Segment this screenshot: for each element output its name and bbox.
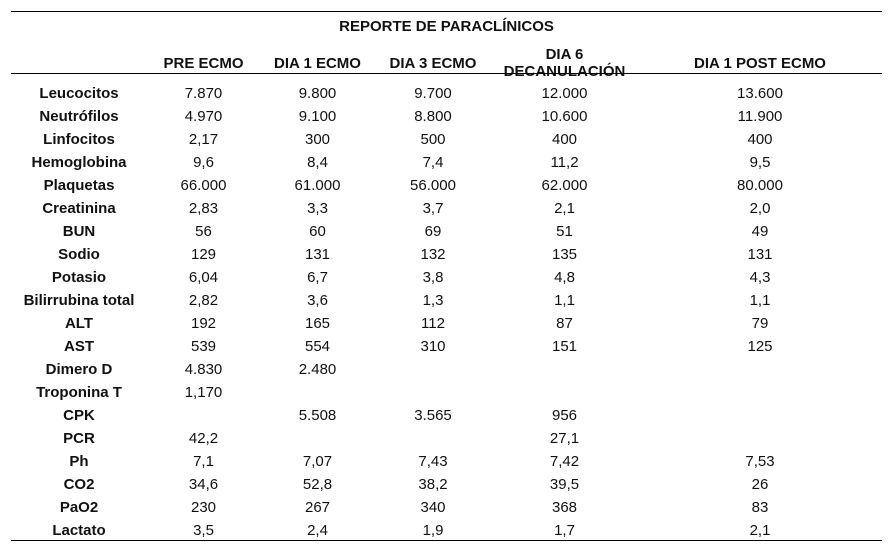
row-label: BUN: [62, 223, 96, 240]
header-cell-dia3-ecmo: DIA 3 ECMO: [389, 54, 477, 72]
table-cell: 4,3: [749, 269, 771, 286]
table-cell: 5.508: [298, 407, 337, 424]
table-cell: [638, 381, 882, 404]
table-cell: 2,1: [749, 522, 771, 539]
table-row: [11, 358, 882, 381]
table-cell: 61.000: [294, 177, 341, 194]
table-cell: 956: [551, 407, 578, 424]
row-label: PaO2: [59, 499, 99, 516]
table-row: [11, 151, 882, 174]
table-cell: 340: [420, 499, 446, 516]
table-cell: [375, 358, 491, 381]
table-cell: [491, 381, 638, 404]
table-cell: 12.000: [541, 85, 588, 102]
table-cell: 9.700: [414, 85, 452, 102]
table-cell: 11,2: [550, 154, 579, 171]
table-cell: 9.800: [298, 85, 337, 102]
table-cell: 7,1: [193, 453, 214, 470]
row-label: Lactato: [52, 522, 106, 539]
row-label: Linfocitos: [43, 131, 115, 148]
row-label: Sodio: [58, 246, 100, 263]
table-cell: [638, 358, 882, 381]
table-cell: 4.970: [184, 108, 223, 125]
table-cell: 9.100: [298, 108, 337, 125]
row-label: Potasio: [51, 269, 107, 286]
table-cell: 7,43: [418, 453, 448, 470]
row-label: Hemoglobina: [31, 154, 127, 171]
table-cell: 51: [556, 223, 573, 240]
table-cell: 131: [747, 246, 773, 263]
row-label: Plaquetas: [43, 177, 115, 194]
header-cell-pre-ecmo: PRE ECMO: [163, 54, 244, 72]
table-cell: 400: [747, 131, 773, 148]
table-cell: 300: [304, 131, 331, 148]
table-cell: 151: [551, 338, 578, 355]
table-cell: [491, 358, 638, 381]
table-cell: 1,170: [184, 384, 223, 401]
row-label: Bilirrubina total: [23, 292, 135, 309]
top-rule: [11, 11, 882, 12]
table-cell: 27,1: [549, 430, 580, 447]
table-row: [11, 427, 882, 450]
table-cell: [375, 381, 491, 404]
table-cell: 500: [420, 131, 446, 148]
row-label: Leucocitos: [39, 85, 119, 102]
table-cell: 2,83: [188, 200, 219, 217]
table-row: [11, 519, 882, 542]
table-cell: 132: [420, 246, 446, 263]
table-title: REPORTE DE PARACLÍNICOS: [339, 18, 554, 35]
table-cell: 87: [556, 315, 573, 332]
table-cell: 2,0: [749, 200, 771, 217]
table-cell: [147, 404, 260, 427]
table-cell: 42,2: [188, 430, 219, 447]
table-cell: 11.900: [737, 108, 783, 125]
table-cell: 3,3: [307, 200, 328, 217]
table-row: [11, 335, 882, 358]
table-row: [11, 404, 882, 427]
table-cell: 9,5: [749, 154, 771, 171]
table-cell: 34,6: [188, 476, 219, 493]
header-cell-dia1-ecmo: DIA 1 ECMO: [274, 54, 361, 72]
table-cell: 83: [751, 499, 769, 516]
table-cell: 125: [747, 338, 773, 355]
table-cell: 7,53: [745, 453, 775, 470]
table-cell: 52,8: [302, 476, 333, 493]
table-cell: 6,04: [188, 269, 219, 286]
table-cell: 38,2: [418, 476, 448, 493]
table-row: [11, 289, 882, 312]
table-cell: 56.000: [410, 177, 456, 194]
row-label: Troponina T: [36, 384, 122, 401]
table-cell: 310: [420, 338, 446, 355]
table-cell: 69: [424, 223, 442, 240]
table-row: [11, 473, 882, 496]
table-cell: 9,6: [193, 154, 214, 171]
table-cell: 56: [195, 223, 212, 240]
table-row: [11, 80, 882, 105]
table-cell: [638, 427, 882, 450]
table-cell: 10.600: [541, 108, 588, 125]
table-cell: 539: [190, 338, 217, 355]
table-cell: 7.870: [184, 85, 223, 102]
row-label: Ph: [69, 453, 89, 470]
table-cell: 3,8: [422, 269, 444, 286]
header-cell-dia1-post-ecmo: DIA 1 POST ECMO: [694, 54, 826, 72]
row-label: Neutrófilos: [39, 108, 119, 125]
table-cell: 13.600: [737, 85, 783, 102]
table-cell: 7,4: [422, 154, 444, 171]
table-cell: 230: [190, 499, 217, 516]
table-cell: 135: [551, 246, 578, 263]
row-label: Creatinina: [42, 200, 116, 217]
bottom-rule: [11, 540, 882, 541]
table-cell: 1,1: [749, 292, 771, 309]
header-cell-dia6-decanulacion: DIA 6 DECANULACIÓN: [503, 46, 626, 80]
table-cell: 112: [421, 315, 445, 332]
table-cell: 1,1: [554, 292, 575, 309]
table-row: [11, 381, 882, 404]
table-cell: 39,5: [549, 476, 580, 493]
table-cell: 3,6: [307, 292, 328, 309]
table-cell: [375, 427, 491, 450]
table-row: [11, 450, 882, 473]
table-cell: 1,9: [422, 522, 444, 539]
table-body: [11, 80, 882, 542]
table-cell: 60: [309, 223, 326, 240]
table-cell: 80.000: [737, 177, 783, 194]
row-label: Dimero D: [45, 361, 113, 378]
table-row: [11, 105, 882, 128]
table-cell: 4,8: [554, 269, 575, 286]
table-cell: 6,7: [307, 269, 328, 286]
header-row: [11, 46, 882, 80]
table-cell: 129: [190, 246, 217, 263]
table-cell: 554: [304, 338, 331, 355]
table-row: [11, 243, 882, 266]
table-cell: 2,1: [554, 200, 575, 217]
table-cell: 66.000: [180, 177, 227, 194]
table-cell: 1,3: [422, 292, 444, 309]
table-row: [11, 197, 882, 220]
header-rule: [11, 73, 882, 74]
row-label: CO2: [63, 476, 95, 493]
table-row: [11, 266, 882, 289]
table-header: [11, 46, 882, 80]
row-label: AST: [64, 338, 94, 355]
table-cell: 7,42: [549, 453, 580, 470]
table-cell: [260, 427, 375, 450]
table-row: [11, 496, 882, 519]
table-cell: 192: [190, 315, 217, 332]
table-cell: 49: [751, 223, 769, 240]
table-cell: 2,4: [307, 522, 328, 539]
table-cell: 2.480: [298, 361, 337, 378]
table-cell: 3,7: [422, 200, 444, 217]
table-row: [11, 128, 882, 151]
table-row: [11, 174, 882, 197]
table-cell: 2,17: [188, 131, 219, 148]
table-row: [11, 312, 882, 335]
table-cell: 62.000: [541, 177, 588, 194]
header-cell-label: [11, 46, 147, 80]
table-cell: 3.565: [414, 407, 452, 424]
table-cell: 165: [304, 315, 331, 332]
table-cell: 1,7: [554, 522, 575, 539]
table-cell: 7,07: [302, 453, 333, 470]
table-cell: 8,4: [307, 154, 328, 171]
row-label: CPK: [63, 407, 95, 424]
table-cell: 2,82: [188, 292, 219, 309]
table-cell: 26: [751, 476, 769, 493]
table-cell: 400: [551, 131, 578, 148]
table-cell: 3,5: [193, 522, 214, 539]
table-cell: 267: [304, 499, 331, 516]
table-cell: 8.800: [414, 108, 452, 125]
table-cell: [638, 404, 882, 427]
table-cell: 4.830: [184, 361, 223, 378]
table-cell: 131: [304, 246, 331, 263]
table-cell: 368: [551, 499, 578, 516]
table-cell: 79: [751, 315, 769, 332]
row-label: ALT: [64, 315, 94, 332]
table-cell: [260, 381, 375, 404]
paraclinics-table: [11, 46, 882, 542]
table-row: [11, 220, 882, 243]
row-label: PCR: [63, 430, 95, 447]
